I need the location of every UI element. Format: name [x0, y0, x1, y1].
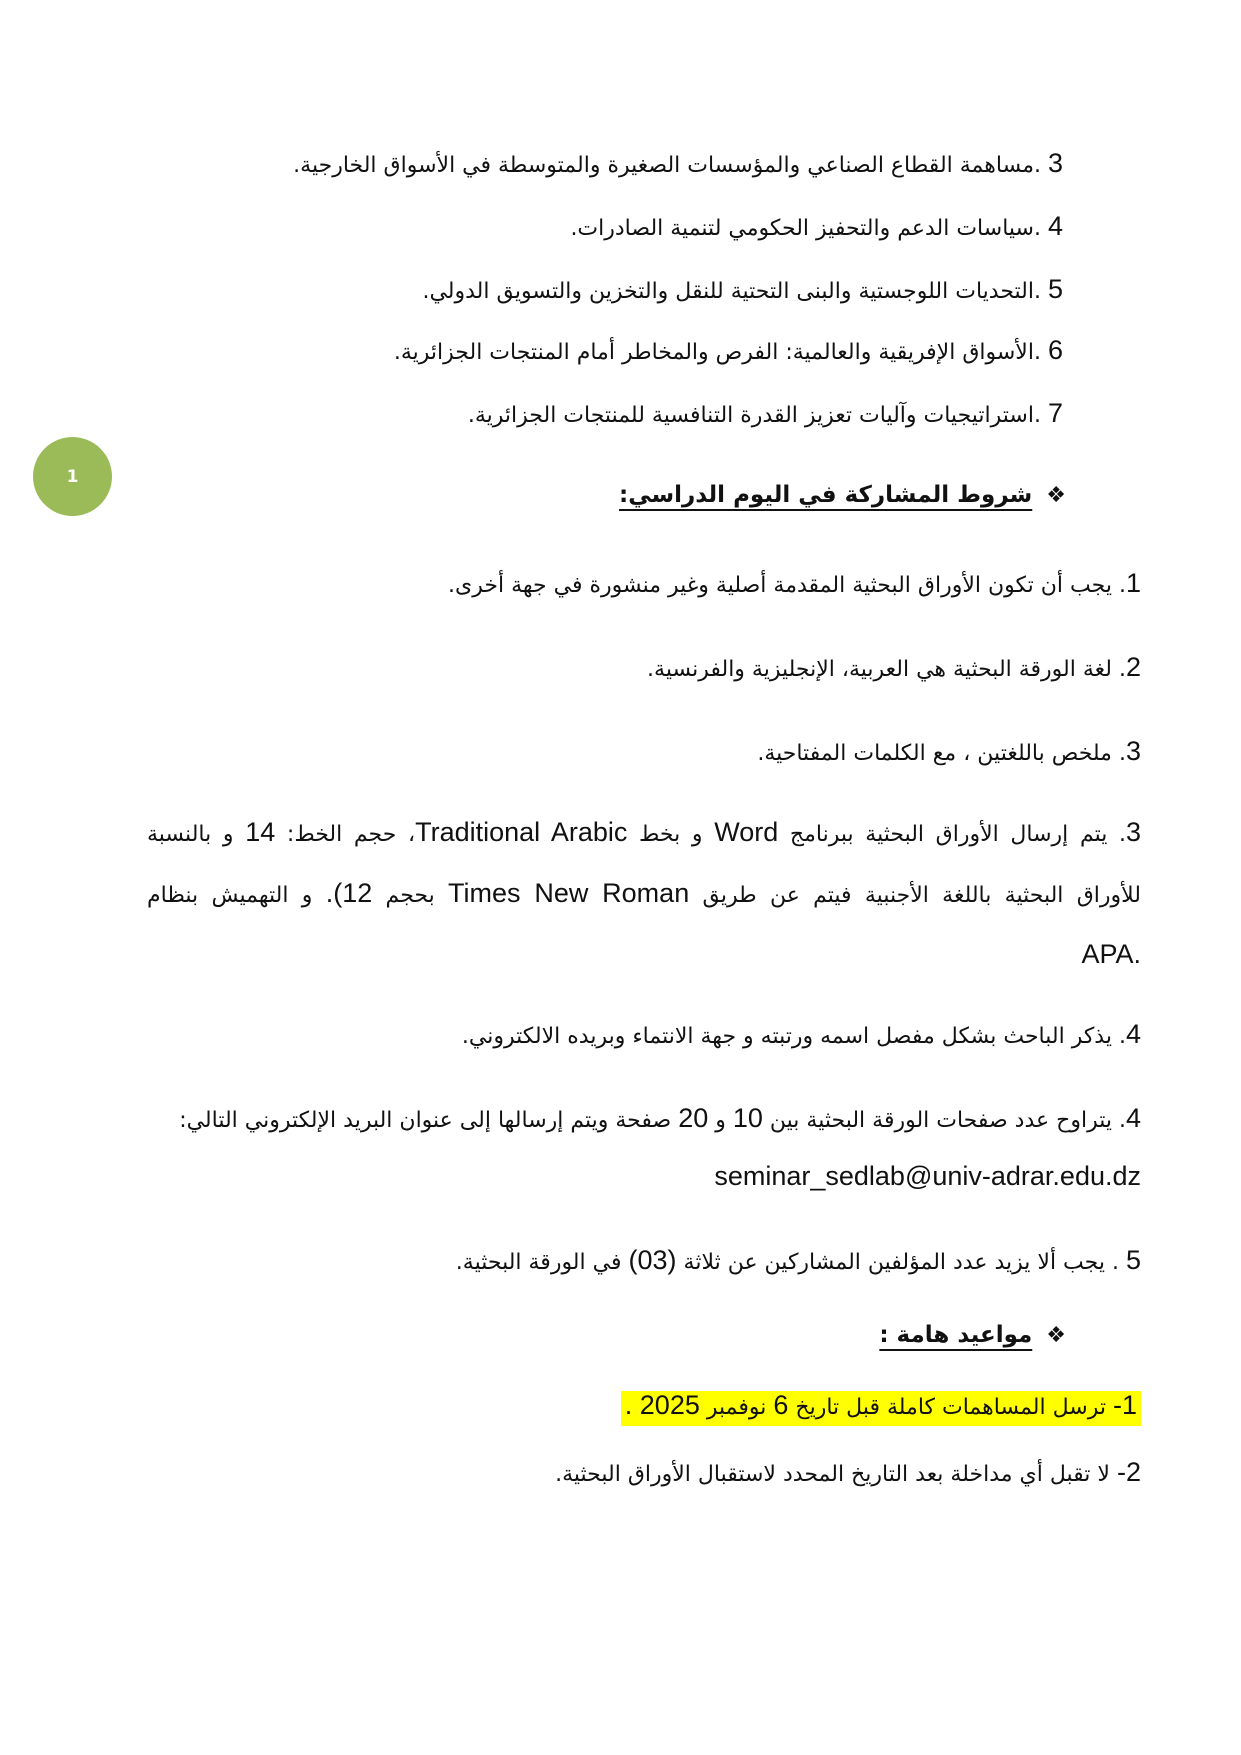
dates-heading-text: مواعيد هامة :	[879, 1322, 1033, 1348]
condition-text: و بخط	[639, 822, 703, 847]
font-size-value: 12).	[325, 878, 373, 908]
topic-text: .الأسواق الإفريقية والعالمية: الفرص والمخاطر أمام المنتجات الجزائرية.	[393, 340, 1041, 365]
date-item-2	[555, 1455, 1141, 1492]
condition-text: صفحة ويتم إرسالها إلى عنوان البريد الإلكتروني التالي:	[179, 1108, 672, 1133]
condition-item-5	[462, 1017, 1141, 1054]
condition-text: و	[715, 1108, 726, 1133]
topic-number: 3	[1047, 148, 1063, 178]
topic-number: 6	[1047, 335, 1063, 365]
deadline-month: نوفمبر	[706, 1395, 767, 1420]
topic-text: .سياسات الدعم والتحفيز الحكومي لتنمية الصادرات.	[570, 216, 1041, 241]
diamond-bullet-icon: ❖	[1046, 1323, 1066, 1348]
topic-number: 5	[1047, 274, 1063, 304]
condition-text: . يجب أن تكون الأوراق البحثية المقدمة أصلية وغير منشورة في جهة أخرى.	[448, 573, 1126, 598]
submission-email: seminar_sedlab@univ-adrar.edu.dz	[714, 1161, 1141, 1191]
deadline-year: 2025 .	[624, 1390, 700, 1420]
condition-text: في الورقة البحثية.	[455, 1250, 622, 1275]
topic-item-4	[570, 209, 1063, 246]
conditions-heading	[619, 478, 1066, 513]
citation-style: .APA	[1081, 939, 1141, 969]
topic-item-7	[468, 396, 1063, 433]
topic-number: 4	[1047, 211, 1063, 241]
condition-item-4-line-2	[147, 876, 1141, 913]
date-number: 2-	[1116, 1457, 1141, 1487]
topic-text: .التحديات اللوجستية والبنى التحتية للنقل والتخزين والتسويق الدولي.	[422, 279, 1041, 304]
condition-number: 5	[1125, 1245, 1141, 1275]
author-limit: (03)	[628, 1245, 677, 1275]
condition-text: للأوراق البحثية باللغة الأجنبية فيتم عن طريق	[702, 883, 1141, 908]
condition-number: 2	[1125, 652, 1141, 682]
software-name: Word	[714, 817, 779, 847]
condition-text: . يذكر الباحث بشكل مفصل اسمه ورتبته و جهة الانتماء وبريده الالكتروني.	[461, 1024, 1126, 1049]
date-text: ترسل المساهمات كاملة قبل تاريخ	[795, 1395, 1106, 1420]
condition-number: 4	[1125, 1019, 1141, 1049]
font-name: Times New Roman	[448, 878, 690, 908]
condition-item-1	[448, 566, 1141, 603]
condition-text: . يتم إرسال الأوراق البحثية ببرنامج	[789, 822, 1127, 847]
topic-item-5	[422, 272, 1063, 309]
condition-number: 3	[1126, 817, 1142, 847]
condition-text: و بالنسبة	[147, 822, 234, 847]
condition-text: . لغة الورقة البحثية هي العربية، الإنجليزية والفرنسية.	[647, 657, 1126, 682]
date-number: 1-	[1112, 1390, 1137, 1420]
conditions-heading-text: شروط المشاركة في اليوم الدراسي:	[619, 482, 1033, 508]
font-size-value: 14	[245, 817, 276, 847]
topic-item-6	[394, 333, 1063, 370]
font-name: Traditional Arabic	[415, 817, 628, 847]
date-text: لا تقبل أي مداخلة بعد التاريخ المحدد لاستقبال الأوراق البحثية.	[555, 1462, 1110, 1487]
condition-item-2	[647, 650, 1141, 687]
condition-item-4-line-1	[147, 815, 1141, 852]
condition-item-6	[179, 1101, 1141, 1138]
condition-text: بحجم	[385, 883, 435, 908]
condition-text: . ملخص باللغتين ، مع الكلمات المفتاحية.	[757, 741, 1126, 766]
submission-email-line	[714, 1159, 1141, 1196]
condition-text: و التهميش بنظام	[147, 883, 313, 908]
topic-number: 7	[1047, 398, 1063, 428]
condition-text: . يتراوح عدد صفحات الورقة البحثية بين	[769, 1108, 1126, 1133]
diamond-bullet-icon: ❖	[1046, 483, 1066, 508]
condition-number: 1	[1125, 568, 1141, 598]
highlighted-deadline	[621, 1391, 1141, 1426]
deadline-day: 6	[773, 1390, 789, 1420]
page-count-max: 20	[678, 1103, 709, 1133]
condition-number: 4	[1125, 1103, 1141, 1133]
dates-heading	[879, 1318, 1066, 1353]
condition-number: 3	[1125, 736, 1141, 766]
condition-item-3	[757, 734, 1141, 771]
page-count-min: 10	[732, 1103, 763, 1133]
condition-item-4-line-3	[1081, 937, 1141, 974]
condition-text: ، حجم الخط:	[286, 822, 416, 847]
date-item-1	[621, 1388, 1141, 1425]
condition-item-7	[456, 1243, 1141, 1280]
topic-text: .مساهمة القطاع الصناعي والمؤسسات الصغيرة والمتوسطة في الأسواق الخارجية.	[293, 153, 1041, 178]
condition-text: . يجب ألا يزيد عدد المؤلفين المشاركين عن ثلاثة	[683, 1250, 1119, 1275]
page-number-badge: 1	[33, 437, 112, 516]
topic-item-3	[293, 146, 1063, 183]
topic-text: .استراتيجيات وآليات تعزيز القدرة التنافسية للمنتجات الجزائرية.	[467, 403, 1041, 428]
